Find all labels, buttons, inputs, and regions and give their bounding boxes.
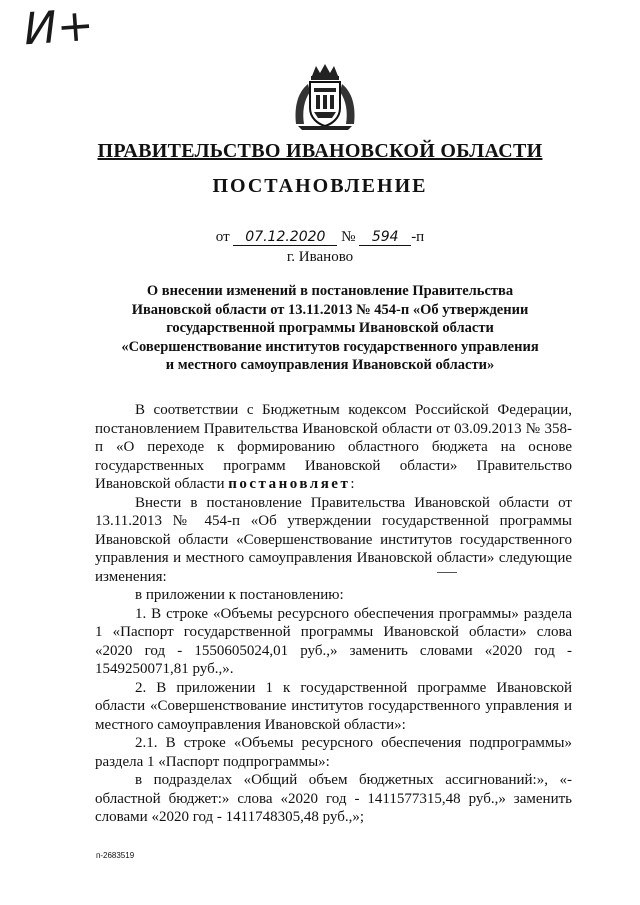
heading-line: «Совершенствование институтов государственного управления — [121, 338, 539, 355]
coat-of-arms-emblem — [290, 62, 360, 132]
paragraph-item-1: 1. В строке «Объемы ресурсного обеспечения программы» раздела 1 «Паспорт государственной программы Ивановской области» слова «2020 год - 1550605024,01 руб.,» заменить словами «2020 год - 1549250071,81 руб.,». — [95, 605, 572, 677]
document-type: ПОСТАНОВЛЕНИЕ — [212, 175, 428, 197]
paragraph-subsections: в подразделах «Общий объем бюджетных ассигнований:», «- областной бюджет:» слова «2020 год - 1411577315,48 руб.,» заменить словами «2020 год - 1411748305,48 руб.,»; — [95, 772, 572, 825]
document-heading — [100, 282, 560, 375]
heading-line: Ивановской области от 13.11.2013 № 454-п «Об утверждении — [131, 301, 529, 318]
number-suffix: -п — [411, 229, 425, 245]
date-prefix: от — [215, 229, 230, 245]
handwritten-number: 594 — [359, 229, 411, 246]
resolves-word: постановляет — [228, 476, 351, 492]
city: г. Иваново — [286, 249, 354, 265]
paragraph-item-2-1: 2.1. В строке «Объемы ресурсного обеспечения подпрограммы» раздела 1 «Паспорт подпрограммы»: — [95, 735, 572, 770]
paragraph-amend: Внести в постановление Правительства Ивановской области от 13.11.2013 № 454-п «Об утверждении государственной программы Ивановской области «Совершенствование институтов государственного управления и местного самоуправления Ивановской области» следующие изменения: — [95, 494, 572, 585]
handwritten-mark: И+ — [22, 0, 96, 56]
government-title: ПРАВИТЕЛЬСТВО ИВАНОВСКОЙ ОБЛАСТИ — [97, 140, 543, 162]
pen-dash-mark — [437, 572, 457, 576]
heading-line: и местного самоуправления Ивановской области» — [165, 357, 495, 373]
paragraph-item-2: 2. В приложении 1 к государственной программе Ивановской области «Совершенствование институтов государственного управления и местного самоуправления Ивановской области»: — [95, 679, 572, 733]
preamble-end: : — [350, 476, 355, 492]
heading-line: государственной программы Ивановской области — [166, 320, 494, 336]
preamble-text: В соответствии с Бюджетным кодексом Российской Федерации, постановлением Правительства Ивановской области от 03.09.2013 № 358-п «О переходе к формированию областного бюджета на основе государственных программ Ивановской области» Правительство Ивановской области — [95, 402, 572, 492]
footer-code: п-2683519 — [96, 851, 135, 860]
document-body — [95, 401, 572, 827]
handwritten-date: 07.12.2020 — [233, 229, 337, 246]
date-number-line — [0, 229, 640, 246]
paragraph-annex: в приложении к постановлению: — [135, 587, 344, 603]
number-sign: № — [341, 229, 356, 245]
heading-line: О внесении изменений в постановление Правительства — [146, 283, 514, 299]
paragraph-preamble — [95, 401, 572, 494]
